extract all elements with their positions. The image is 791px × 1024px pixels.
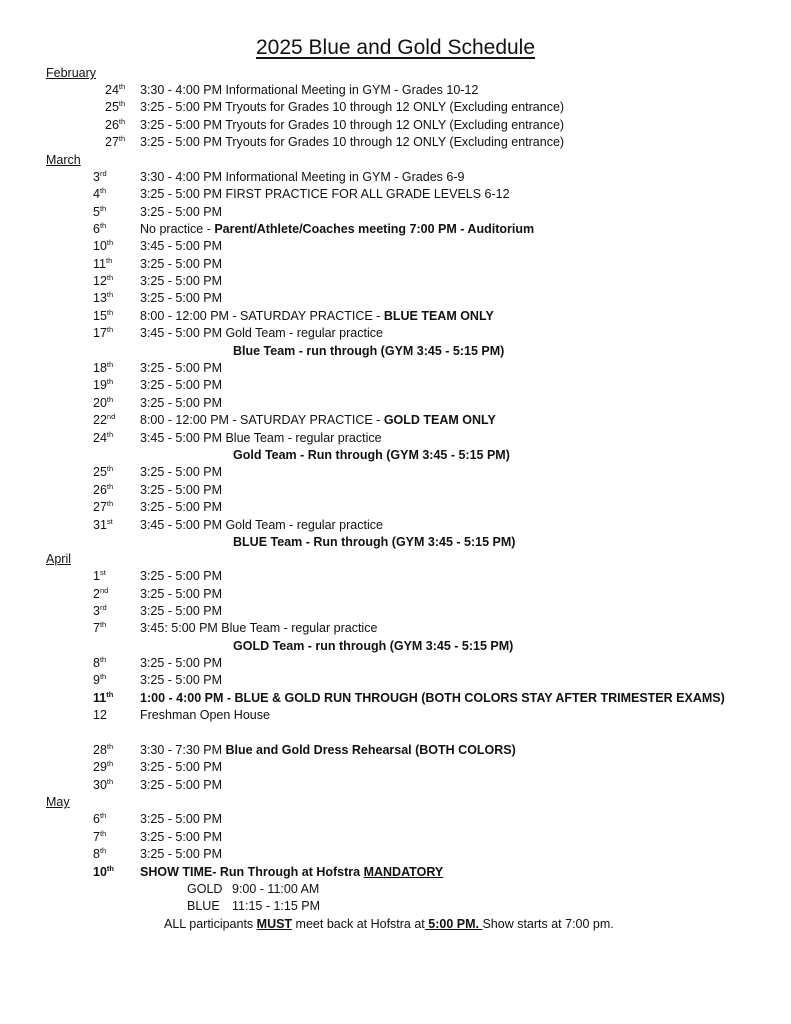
date-mar-6: 6th	[93, 220, 107, 236]
schedule-entry-text: 3:25 - 5:00 PM	[140, 847, 222, 861]
schedule-entry-subline: GOLD Team - run through (GYM 3:45 - 5:15 PM)	[233, 639, 514, 653]
date-may-10: 10th	[93, 863, 114, 879]
schedule-entry-text: 3:25 - 5:00 PM	[140, 205, 222, 219]
schedule-entry-text: 3:25 - 5:00 PM Tryouts for Grades 10 through 12 ONLY (Excluding entrance)	[140, 118, 565, 132]
date-apr-8: 8th	[93, 654, 107, 670]
schedule-entry-text: 3:25 - 5:00 PM	[140, 673, 222, 687]
date-mar-10: 10th	[93, 237, 114, 253]
date-apr-9: 9th	[93, 671, 107, 687]
month-heading-april: April	[46, 552, 72, 566]
schedule-entry-text: 3:25 - 5:00 PM	[140, 604, 222, 618]
schedule-entry-text: 3:30 - 4:00 PM Informational Meeting in GYM - Grades 10-12	[140, 83, 479, 97]
date-feb-27: 27th	[105, 133, 126, 149]
schedule-entry-text: No practice - Parent/Athlete/Coaches meeting 7:00 PM - Auditorium	[140, 222, 535, 236]
schedule-entry-text: 3:45: 5:00 PM Blue Team - regular practice	[140, 621, 378, 635]
showtime-blue-label: BLUE	[187, 899, 220, 913]
date-mar-24: 24th	[93, 429, 114, 445]
schedule-entry-text: 3:30 - 4:00 PM Informational Meeting in GYM - Grades 6-9	[140, 170, 465, 184]
date-feb-24: 24th	[105, 81, 126, 97]
date-apr-28: 28th	[93, 741, 114, 757]
schedule-entry-text: 3:45 - 5:00 PM Gold Team - regular practice	[140, 518, 383, 532]
date-feb-26: 26th	[105, 116, 126, 132]
date-mar-12: 12th	[93, 272, 114, 288]
final-note: ALL participants MUST meet back at Hofstra at 5:00 PM. Show starts at 7:00 pm.	[164, 917, 614, 931]
schedule-entry-text: 3:25 - 5:00 PM	[140, 500, 222, 514]
schedule-entry-text: 3:25 - 5:00 PM FIRST PRACTICE FOR ALL GRADE LEVELS 6-12	[140, 187, 510, 201]
schedule-entry-text: 3:25 - 5:00 PM	[140, 830, 222, 844]
showtime-blue-time: 11:15 - 1:15 PM	[232, 899, 321, 913]
schedule-entry-text: 3:25 - 5:00 PM	[140, 257, 222, 271]
date-may-6: 6th	[93, 810, 107, 826]
date-mar-27: 27th	[93, 498, 114, 514]
schedule-entry-text: 8:00 - 12:00 PM - SATURDAY PRACTICE - GOLD TEAM ONLY	[140, 413, 496, 427]
schedule-entry-text: Freshman Open House	[140, 708, 270, 722]
date-apr-29: 29th	[93, 758, 114, 774]
date-apr-1: 1st	[93, 567, 106, 583]
date-mar-3: 3rd	[93, 168, 107, 184]
date-mar-22: 22nd	[93, 411, 116, 427]
date-mar-5: 5th	[93, 203, 107, 219]
schedule-entry-text: SHOW TIME- Run Through at Hofstra MANDATORY	[140, 865, 444, 879]
month-heading-february: February	[46, 66, 97, 80]
date-mar-31: 31st	[93, 516, 113, 532]
date-apr-30: 30th	[93, 776, 114, 792]
date-mar-4: 4th	[93, 185, 107, 201]
schedule-entry-text: 8:00 - 12:00 PM - SATURDAY PRACTICE - BLUE TEAM ONLY	[140, 309, 494, 323]
schedule-entry-text: 3:25 - 5:00 PM	[140, 378, 222, 392]
date-apr-12: 12	[93, 708, 107, 722]
schedule-entry-text: 3:25 - 5:00 PM	[140, 569, 222, 583]
schedule-entry-text: 3:30 - 7:30 PM Blue and Gold Dress Rehearsal (BOTH COLORS)	[140, 743, 516, 757]
schedule-entry-text: 3:25 - 5:00 PM	[140, 291, 222, 305]
date-mar-13: 13th	[93, 289, 114, 305]
schedule-entry-subline: Blue Team - run through (GYM 3:45 - 5:15 PM)	[233, 344, 505, 358]
month-heading-march: March	[46, 153, 81, 167]
date-mar-18: 18th	[93, 359, 114, 375]
schedule-entry-text: 3:25 - 5:00 PM	[140, 587, 222, 601]
date-mar-15: 15th	[93, 307, 114, 323]
date-apr-3: 3rd	[93, 602, 107, 618]
schedule-entry-text: 3:25 - 5:00 PM	[140, 274, 222, 288]
schedule-entry-subline: BLUE Team - Run through (GYM 3:45 - 5:15 PM)	[233, 535, 516, 549]
schedule-entry-text: 3:25 - 5:00 PM Tryouts for Grades 10 through 12 ONLY (Excluding entrance)	[140, 135, 565, 149]
schedule-entry-text: 3:25 - 5:00 PM	[140, 483, 222, 497]
schedule-entry-subline: Gold Team - Run through (GYM 3:45 - 5:15 PM)	[233, 448, 510, 462]
date-apr-11: 11th	[93, 689, 114, 705]
schedule-entry-text: 3:25 - 5:00 PM	[140, 465, 222, 479]
date-may-8: 8th	[93, 845, 107, 861]
schedule-entry-text: 3:25 - 5:00 PM Tryouts for Grades 10 through 12 ONLY (Excluding entrance)	[140, 100, 565, 114]
schedule-entry-text: 3:25 - 5:00 PM	[140, 760, 222, 774]
date-mar-20: 20th	[93, 394, 114, 410]
date-may-7: 7th	[93, 828, 107, 844]
date-mar-26: 26th	[93, 481, 114, 497]
date-mar-17: 17th	[93, 324, 114, 340]
date-mar-11: 11th	[93, 255, 113, 271]
schedule-entry-text: 3:45 - 5:00 PM	[140, 239, 222, 253]
schedule-entry-text: 3:45 - 5:00 PM Blue Team - regular practice	[140, 431, 382, 445]
schedule-entry-text: 3:25 - 5:00 PM	[140, 778, 222, 792]
schedule-entry-text: 3:25 - 5:00 PM	[140, 812, 222, 826]
date-apr-2: 2nd	[93, 585, 109, 601]
showtime-gold-time: 9:00 - 11:00 AM	[232, 882, 320, 896]
schedule-entry-text: 3:25 - 5:00 PM	[140, 656, 222, 670]
date-apr-7: 7th	[93, 619, 107, 635]
date-feb-25: 25th	[105, 98, 126, 114]
date-mar-19: 19th	[93, 376, 114, 392]
month-heading-may: May	[46, 795, 70, 809]
schedule-entry-text: 3:25 - 5:00 PM	[140, 361, 222, 375]
date-mar-25: 25th	[93, 463, 114, 479]
schedule-entry-text: 3:25 - 5:00 PM	[140, 396, 222, 410]
schedule-entry-text: 3:45 - 5:00 PM Gold Team - regular practice	[140, 326, 383, 340]
schedule-entry-text: 1:00 - 4:00 PM - BLUE & GOLD RUN THROUGH (BOTH COLORS STAY AFTER TRIMESTER EXAMS)	[140, 691, 725, 705]
showtime-gold-label: GOLD	[187, 882, 223, 896]
page-title: 2025 Blue and Gold Schedule	[255, 36, 536, 59]
